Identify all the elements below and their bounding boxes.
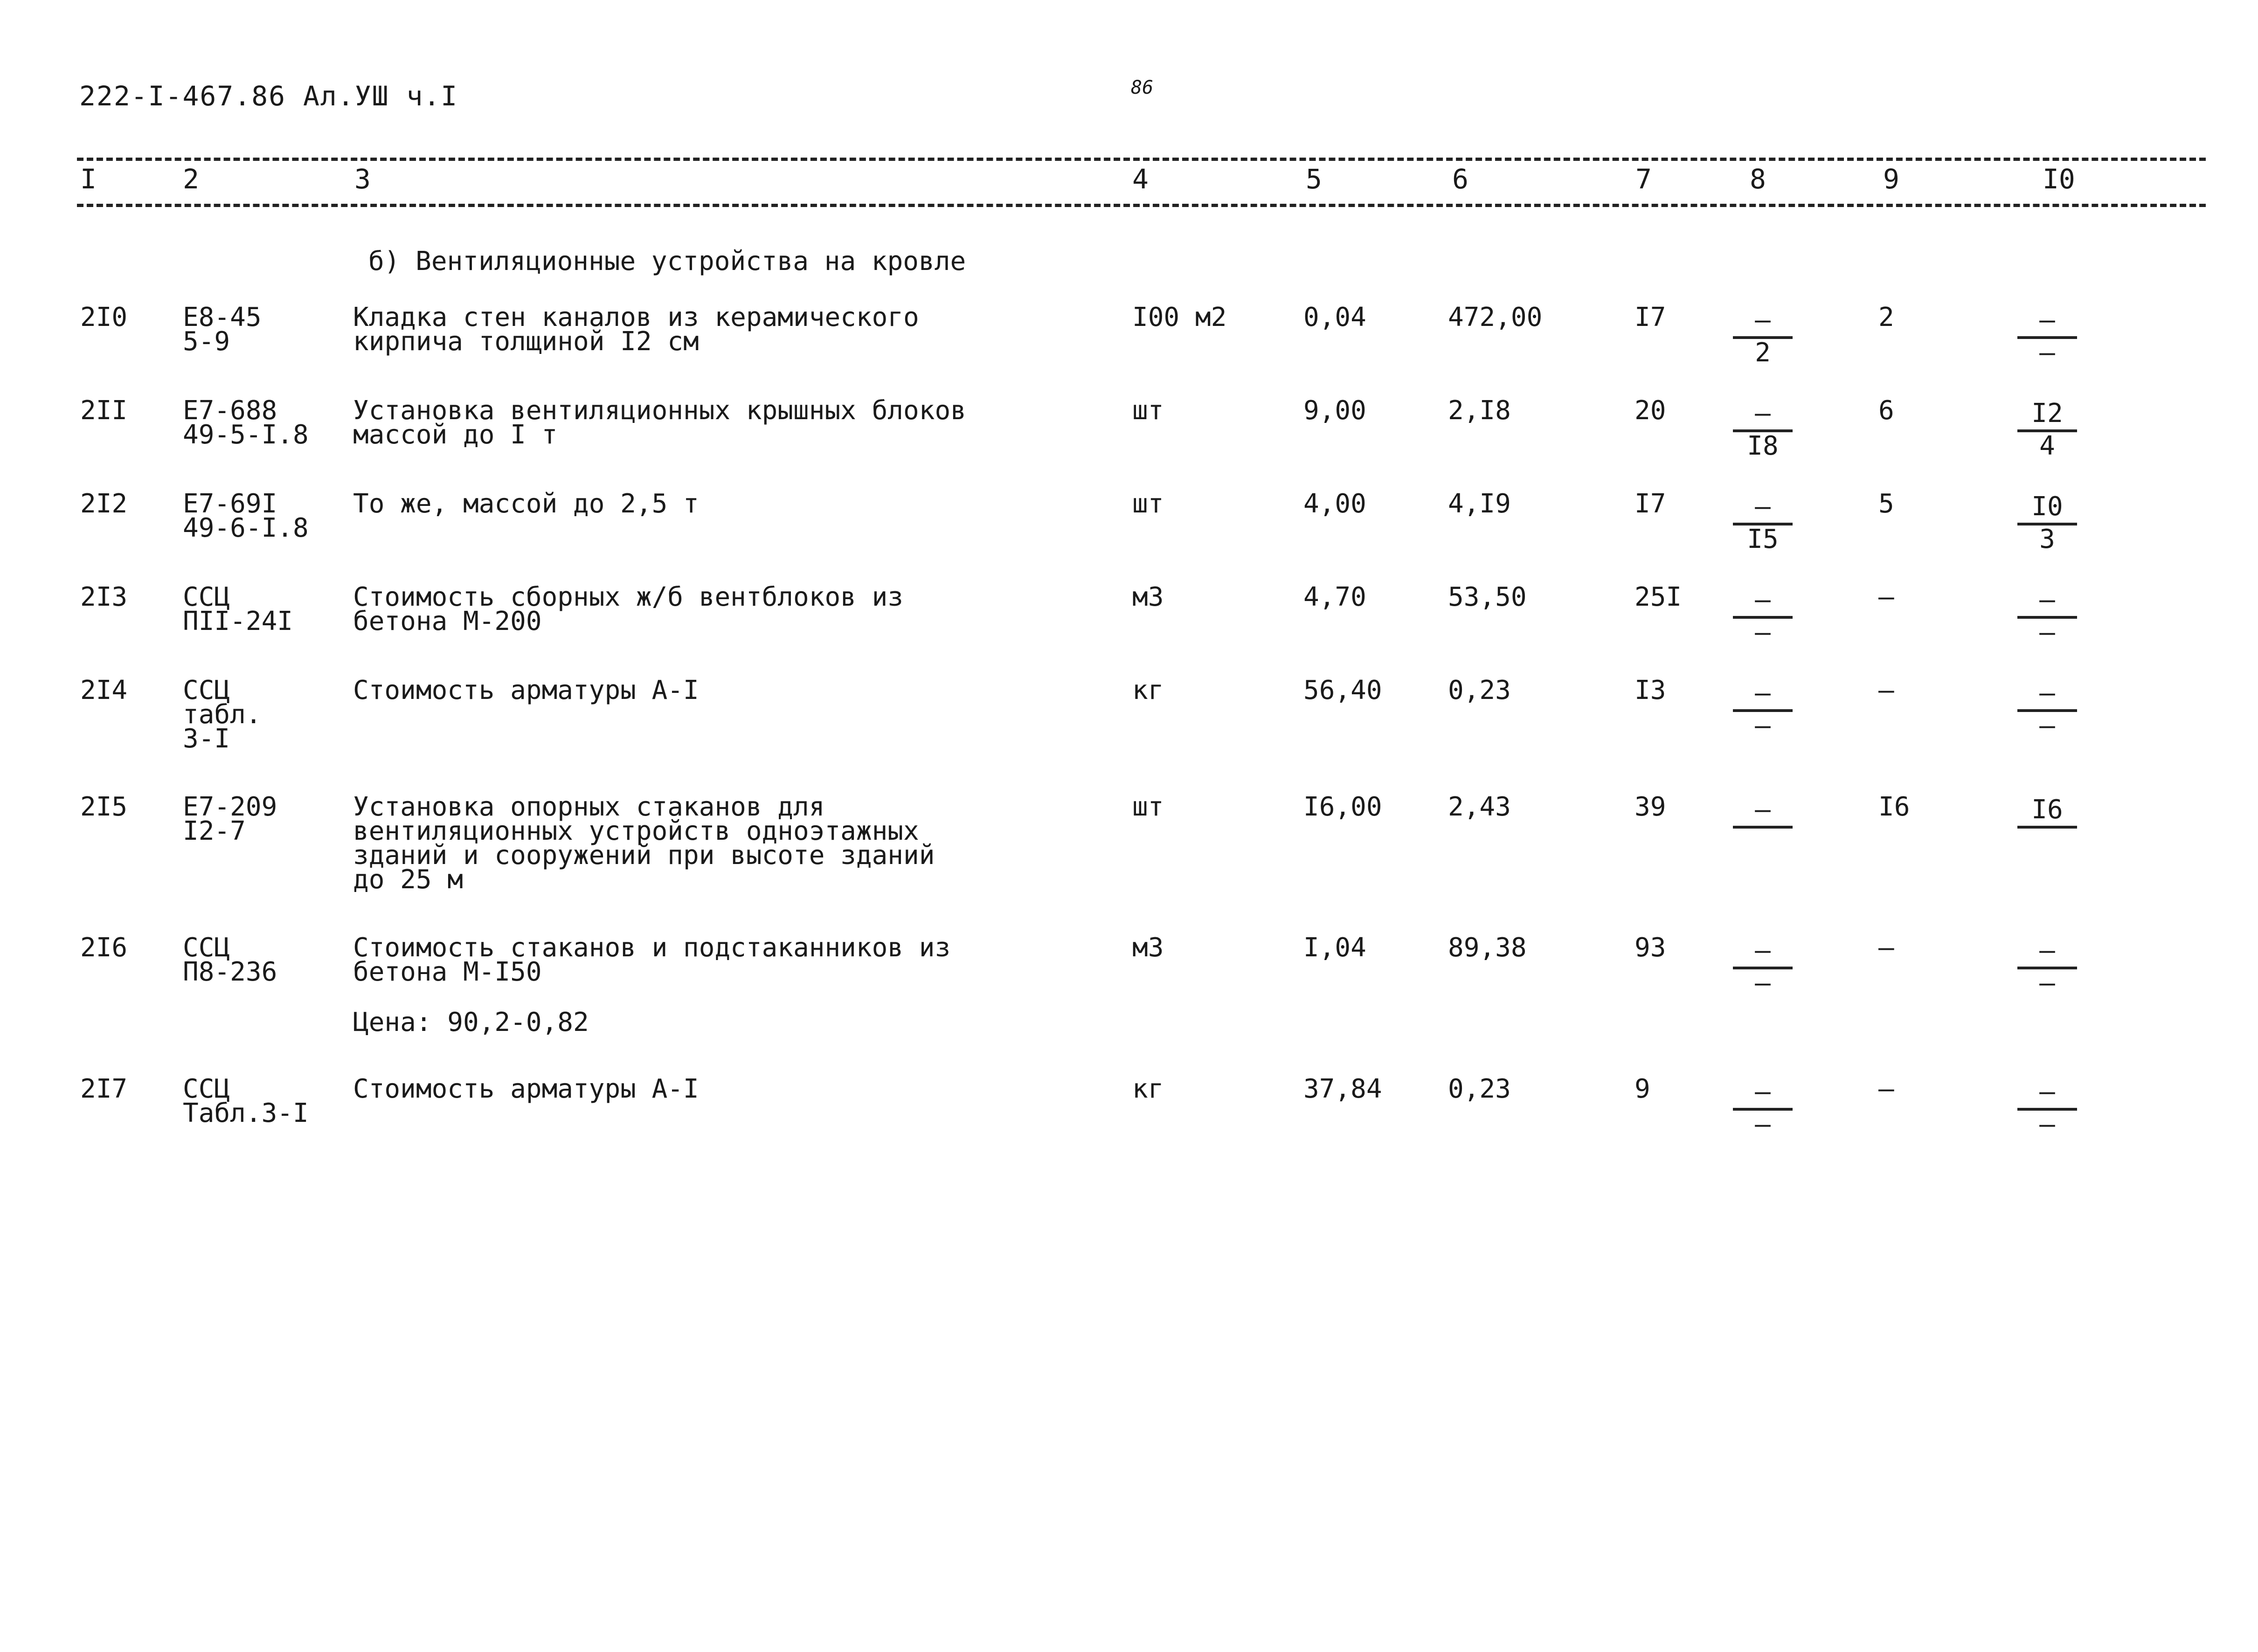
price-note: Цена: 90,2-0,82	[353, 1007, 589, 1037]
column-header-8: 8	[1750, 163, 1766, 195]
row-col-7: 20	[1635, 395, 1666, 426]
row-col-10-fraction-numerator: –	[2039, 935, 2055, 966]
document-code: 222-I-467.86 Ал.УШ ч.I	[79, 80, 458, 112]
row-description: Кладка стен каналов из керамического кирпича толщиной I2 см	[353, 302, 919, 357]
row-description: Установка опорных стаканов для вентиляционных устройств одноэтажных зданий и сооружений при высоте зданий до 25 м	[353, 792, 935, 895]
column-header-2: 2	[183, 163, 199, 195]
row-unit-price: 53,50	[1448, 582, 1527, 612]
row-col-9: 2	[1878, 302, 1894, 332]
row-col-10-fraction-numerator: –	[2039, 305, 2055, 335]
row-unit: м3	[1132, 582, 1164, 612]
row-col-8-fraction	[1730, 491, 1795, 554]
row-col-8-fraction-numerator: –	[1755, 678, 1771, 708]
row-col-10-fraction-denominator: –	[2039, 711, 2055, 741]
row-unit-price: 472,00	[1448, 302, 1543, 332]
row-unit-price: 2,43	[1448, 792, 1511, 822]
row-col-10-fraction	[2015, 587, 2080, 648]
row-col-10-fraction-denominator: 4	[2039, 431, 2055, 461]
row-quantity: I,04	[1303, 933, 1366, 963]
row-col-8-fraction-denominator: –	[1755, 968, 1771, 998]
row-unit: кг	[1132, 675, 1164, 705]
row-unit-price: 89,38	[1448, 933, 1527, 963]
row-quantity: 9,00	[1303, 395, 1366, 426]
row-quantity: 0,04	[1303, 302, 1366, 332]
row-col-10-fraction-denominator: –	[2039, 338, 2055, 368]
row-col-8-fraction-denominator: –	[1755, 1109, 1771, 1140]
row-code: ССЦ Табл.3-I	[183, 1074, 309, 1128]
header-top-divider	[77, 158, 2206, 161]
row-col-7: I7	[1635, 302, 1666, 332]
row-number: 2I3	[80, 582, 128, 612]
row-col-8-fraction-numerator: –	[1755, 1077, 1771, 1107]
row-unit: I00 м2	[1132, 302, 1227, 332]
row-col-10-fraction-bar	[2017, 826, 2077, 829]
row-code: Е7-69I 49-6-I.8	[183, 489, 309, 543]
row-description: То же, массой до 2,5 т	[353, 489, 699, 519]
row-code: Е8-45 5-9	[183, 302, 262, 357]
row-col-10-fraction-denominator: –	[2039, 617, 2055, 648]
row-col-9: 6	[1878, 395, 1894, 426]
row-col-8-fraction-denominator: –	[1755, 711, 1771, 741]
row-number: 2I6	[80, 933, 128, 963]
row-col-8-fraction-numerator: –	[1755, 935, 1771, 966]
column-header-3: 3	[354, 163, 371, 195]
row-col-8-fraction-numerator: –	[1755, 398, 1771, 429]
row-unit-price: 2,I8	[1448, 395, 1511, 426]
row-col-10-fraction-denominator: 3	[2039, 524, 2055, 554]
row-quantity: 37,84	[1303, 1074, 1382, 1104]
row-col-10-fraction	[2015, 491, 2080, 554]
row-col-9: –	[1878, 675, 1894, 705]
row-col-10-fraction	[2015, 680, 2080, 741]
row-code: ССЦ П8-236	[183, 933, 277, 987]
section-title: б) Вентиляционные устройства на кровле	[368, 246, 966, 276]
row-col-8-fraction	[1730, 587, 1795, 648]
row-unit: шт	[1132, 792, 1164, 822]
row-description: Установка вентиляционных крышных блоков массой до I т	[353, 395, 966, 450]
row-col-8-fraction-numerator: –	[1755, 795, 1771, 825]
row-code: ССЦ табл. 3-I	[183, 675, 262, 754]
row-description: Стоимость сборных ж/б вентблоков из бетона М-200	[353, 582, 904, 636]
row-number: 2I7	[80, 1074, 128, 1104]
row-col-10-fraction-numerator: I2	[2031, 398, 2063, 429]
row-col-10-fraction-numerator: –	[2039, 678, 2055, 708]
row-col-10-fraction-denominator	[2015, 829, 2080, 857]
row-col-10-fraction	[2015, 307, 2080, 368]
row-description: Стоимость арматуры А-I	[353, 1074, 699, 1104]
row-col-8-fraction	[1730, 797, 1795, 857]
row-unit: шт	[1132, 489, 1164, 519]
column-header-9: 9	[1883, 163, 1899, 195]
row-col-8-fraction-denominator: I5	[1747, 524, 1779, 554]
row-col-9: I6	[1878, 792, 1910, 822]
row-col-8-fraction-denominator: 2	[1755, 338, 1771, 368]
row-code: Е7-688 49-5-I.8	[183, 395, 309, 450]
row-col-10-fraction	[2015, 398, 2080, 461]
row-code: Е7-209 I2-7	[183, 792, 277, 846]
column-header-4: 4	[1132, 163, 1149, 195]
row-quantity: 4,70	[1303, 582, 1366, 612]
page-number: 86	[1131, 77, 1154, 98]
row-col-9: –	[1878, 933, 1894, 963]
row-unit: кг	[1132, 1074, 1164, 1104]
row-col-8-fraction-denominator: –	[1755, 617, 1771, 648]
row-col-10-fraction-denominator: –	[2039, 1109, 2055, 1140]
column-header-5: 5	[1306, 163, 1322, 195]
row-unit: шт	[1132, 395, 1164, 426]
row-col-10-fraction-numerator: I0	[2031, 491, 2063, 522]
header-bottom-divider	[77, 204, 2206, 207]
row-col-7: 93	[1635, 933, 1666, 963]
row-col-10-fraction	[2015, 935, 2080, 998]
row-col-8-fraction	[1730, 307, 1795, 368]
row-unit: м3	[1132, 933, 1164, 963]
row-col-7: 39	[1635, 792, 1666, 822]
row-col-9: –	[1878, 582, 1894, 612]
row-col-8-fraction	[1730, 680, 1795, 741]
row-col-8-fraction-numerator: –	[1755, 305, 1771, 335]
row-number: 2I0	[80, 302, 128, 332]
row-col-8-fraction-numerator: –	[1755, 585, 1771, 615]
row-col-9: –	[1878, 1074, 1894, 1104]
row-quantity: 56,40	[1303, 675, 1382, 705]
row-col-10-fraction-numerator: –	[2039, 585, 2055, 615]
row-col-10-fraction	[2015, 797, 2080, 857]
row-col-10-fraction-denominator: –	[2039, 968, 2055, 998]
row-col-7: I3	[1635, 675, 1666, 705]
row-col-8-fraction-denominator	[1730, 829, 1795, 857]
row-description: Стоимость арматуры А-I	[353, 675, 699, 705]
row-quantity: I6,00	[1303, 792, 1382, 822]
row-unit-price: 4,I9	[1448, 489, 1511, 519]
row-code: ССЦ ПII-24I	[183, 582, 293, 636]
row-number: 2I4	[80, 675, 128, 705]
row-unit-price: 0,23	[1448, 1074, 1511, 1104]
row-col-8-fraction-bar	[1733, 826, 1793, 829]
row-number: 2I5	[80, 792, 128, 822]
row-col-10-fraction-numerator: I6	[2031, 795, 2063, 825]
row-number: 2I2	[80, 489, 128, 519]
row-col-8-fraction	[1730, 935, 1795, 998]
row-col-8-fraction-numerator: –	[1755, 491, 1771, 522]
row-col-10-fraction	[2015, 1079, 2080, 1140]
row-number: 2II	[80, 395, 128, 426]
row-description: Стоимость стаканов и подстаканников из бетона М-I50	[353, 933, 951, 987]
row-col-7: 25I	[1635, 582, 1682, 612]
row-col-8-fraction-denominator: I8	[1747, 431, 1779, 461]
row-col-10-fraction-numerator: –	[2039, 1077, 2055, 1107]
row-col-8-fraction	[1730, 1079, 1795, 1140]
row-quantity: 4,00	[1303, 489, 1366, 519]
column-header-1: I	[80, 163, 97, 195]
row-col-7: 9	[1635, 1074, 1650, 1104]
row-unit-price: 0,23	[1448, 675, 1511, 705]
row-col-8-fraction	[1730, 398, 1795, 461]
column-header-10: I0	[2043, 163, 2075, 195]
column-header-7: 7	[1635, 163, 1652, 195]
column-header-6: 6	[1452, 163, 1468, 195]
row-col-7: I7	[1635, 489, 1666, 519]
row-col-9: 5	[1878, 489, 1894, 519]
